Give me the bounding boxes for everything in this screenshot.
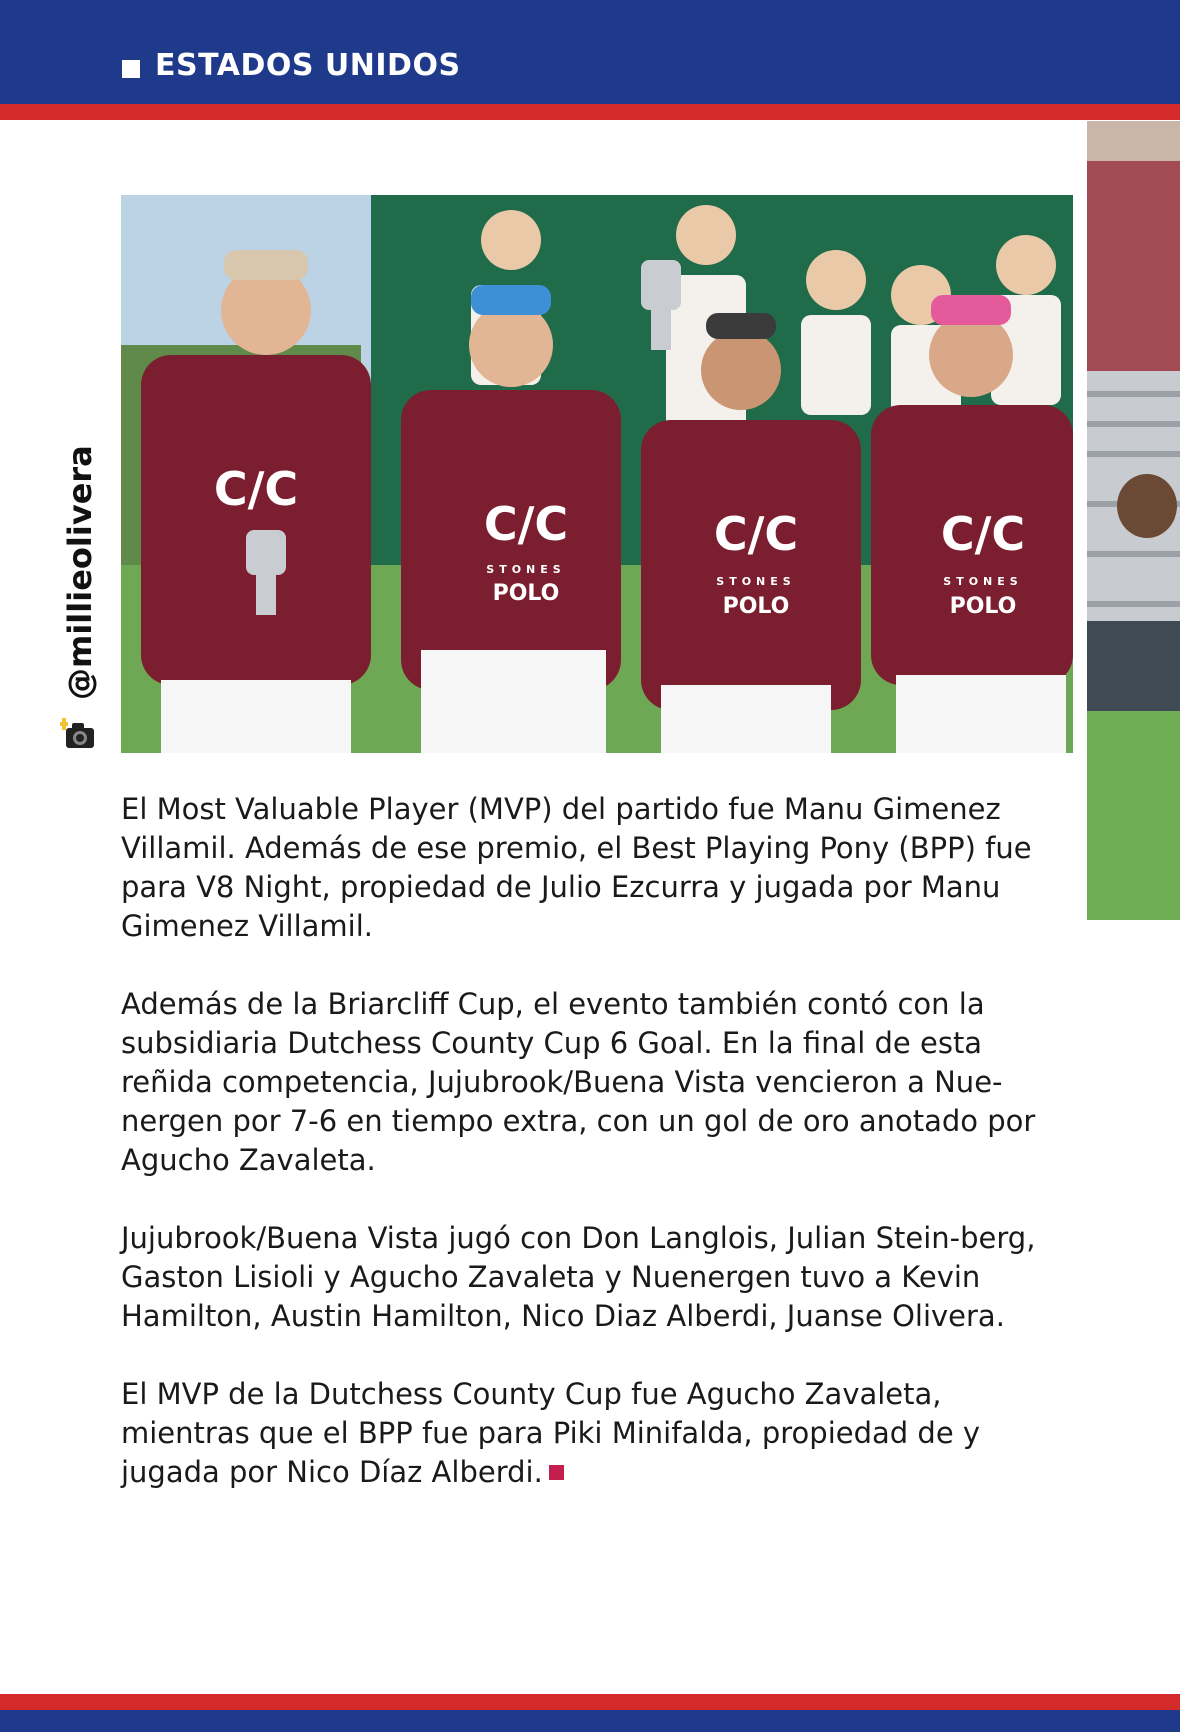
shirt-team-2: POLO <box>492 581 560 606</box>
section-label: ESTADOS UNIDOS <box>155 48 461 83</box>
article-paragraph: Jujubrook/Buena Vista jugó con Don Langlois, Julian Stein-berg, Gaston Lisioli y Agucho Zavaleta y Nuenergen tuvo a Kevin Hamilton, Austin Hamilton, Nico Diaz Alberdi, Juanse Olivera. <box>121 1221 1036 1333</box>
section-square-icon <box>122 60 140 78</box>
end-of-article-icon <box>549 1465 564 1480</box>
shirt-sub-4: STONES <box>943 575 1023 588</box>
camera-icon <box>60 718 96 752</box>
article-paragraph-text: El MVP de la Dutchess County Cup fue Agucho Zavaleta, mientras que el BPP fue para Piki Minifalda, propiedad de y jugada por Nico Díaz Alberdi. <box>121 1377 981 1489</box>
shirt-team-4: POLO <box>949 594 1017 619</box>
shirt-logo-1: C/C <box>213 462 299 516</box>
footer-red-stripe <box>0 1694 1180 1710</box>
shirt-sub-3: STONES <box>716 575 796 588</box>
team-photo <box>121 195 1073 753</box>
photo-credit <box>60 430 100 760</box>
article-paragraph: Además de la Briarcliff Cup, el evento también contó con la subsidiaria Dutchess County Cup 6 Goal. En la final de esta reñida competencia, Jujubrook/Buena Vista vencieron a Nue-nergen por 7-6 en tiempo extra, con un gol de oro anotado por Agucho Zavaleta. <box>121 987 1036 1177</box>
article-body <box>121 790 1076 1531</box>
photo-credit-text: @millieolivera <box>61 445 99 700</box>
footer-band <box>0 1710 1180 1732</box>
shirt-logo-2: C/C <box>483 497 569 551</box>
shirt-logo-3: C/C <box>713 507 799 561</box>
article-paragraph-last <box>121 1375 1076 1492</box>
shirt-team-3: POLO <box>722 594 790 619</box>
shirt-sub-2: STONES <box>486 563 566 576</box>
side-photo <box>1087 121 1180 920</box>
header-red-stripe <box>0 104 1180 120</box>
shirt-logo-4: C/C <box>940 507 1026 561</box>
article-paragraph: El Most Valuable Player (MVP) del partido fue Manu Gimenez Villamil. Además de ese premio, el Best Playing Pony (BPP) fue para V8 Night, propiedad de Julio Ezcurra y jugada por Manu Gimenez Villamil. <box>121 792 1032 943</box>
